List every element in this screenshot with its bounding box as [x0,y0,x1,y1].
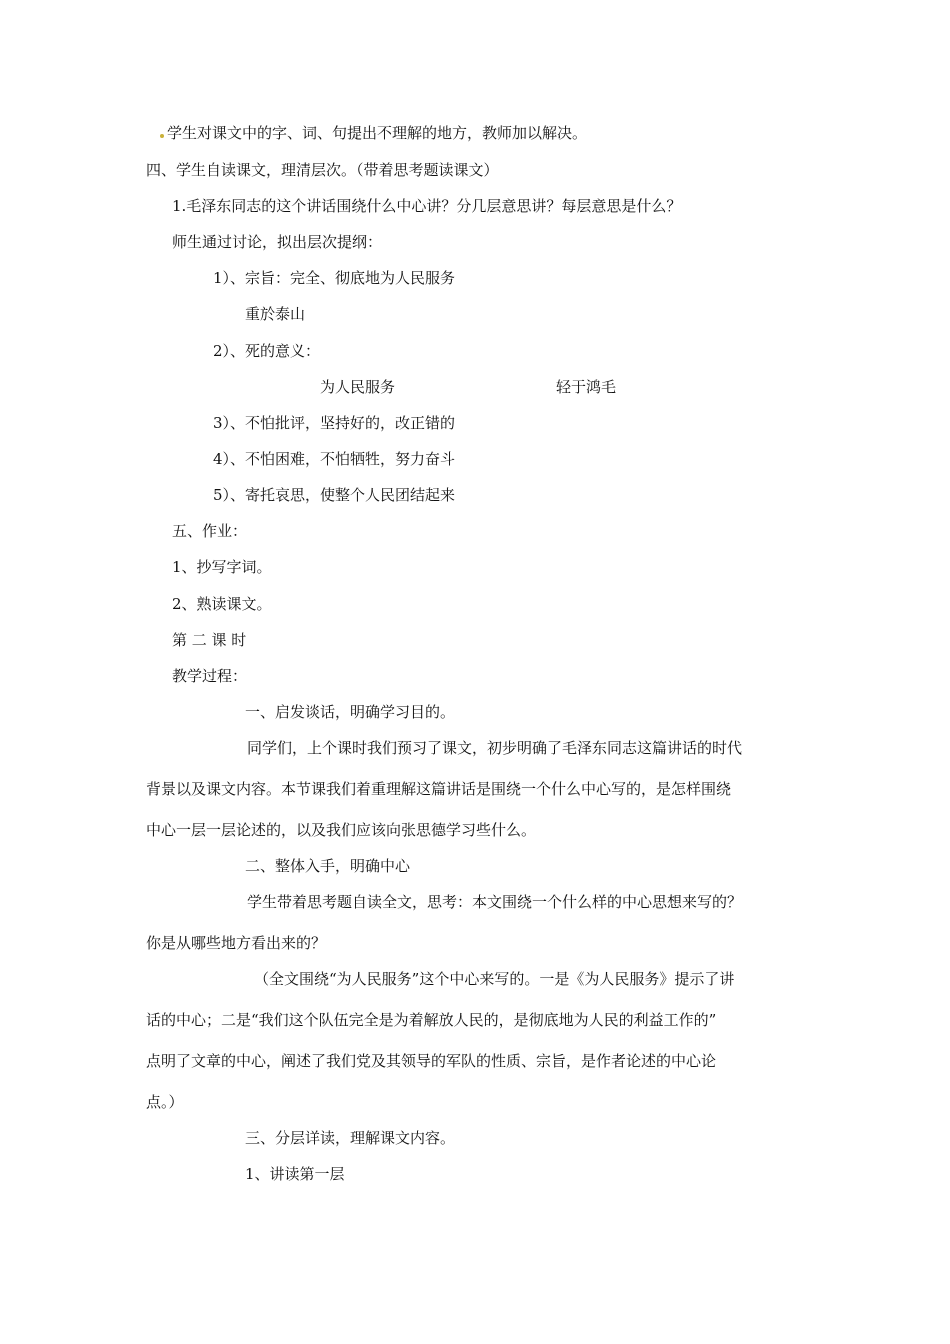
text-line-1: 学生对课文中的字、词、句提出不理解的地方，教师加以解决。 [157,123,587,143]
para-3-line-2: 话的中心；二是“我们这个队伍完全是为着解放人民的，是彻底地为人民的利益工作的” [146,1011,717,1029]
teaching-process-label: 教学过程： [172,667,248,685]
para-3-line-1: （全文围绕“为人民服务”这个中心来写的。一是《为人民服务》提示了讲 [254,970,735,988]
para-2-line-1: 学生带着思考题自读全文，思考：本文围绕一个什么样的中心思想来写的？ [247,893,743,911]
step-heading-1: 一、启发谈话，明确学习目的。 [245,703,456,721]
section-heading-4: 四、学生自读课文，理清层次。（带着思考题读课文） [146,161,499,179]
annotation-mark-icon [160,134,164,138]
outline-sub-heavy: 重於泰山 [245,305,306,323]
outline-item-2: 2）、死的意义： [213,342,321,360]
para-3-line-4: 点。） [146,1093,184,1111]
outline-item-5: 5）、寄托哀思，使整个人民团结起来 [213,486,456,504]
text-line-4: 师生通过讨论，拟出层次提纲： [172,233,383,251]
para-1-line-3: 中心一层一层论述的，以及我们应该向张思德学习些什么。 [146,821,537,839]
step-heading-2: 二、整体入手，明确中心 [245,857,411,875]
outline-item-1: 1）、宗旨：完全、彻底地为人民服务 [213,269,456,287]
para-1-line-2: 背景以及课文内容。本节课我们着重理解这篇讲话是围绕一个什么中心写的，是怎样围绕 [146,780,732,798]
step-3-item-1: 1、讲读第一层 [245,1165,345,1183]
homework-item-2: 2、熟读课文。 [172,595,272,613]
section-heading-5: 五、作业： [172,522,248,540]
step-heading-3: 三、分层详读，理解课文内容。 [245,1129,456,1147]
outline-item-3: 3）、不怕批评，坚持好的，改正错的 [213,414,456,432]
para-2-line-2: 你是从哪些地方看出来的？ [146,934,327,952]
text-line-3: 1.毛泽东同志的这个讲话围绕什么中心讲？分几层意思讲？每层意思是什么？ [172,197,682,215]
outline-sub-light: 轻于鸿毛 [556,378,617,396]
para-1-line-1: 同学们，上个课时我们预习了课文，初步明确了毛泽东同志这篇讲话的时代 [247,739,743,757]
para-3-line-3: 点明了文章的中心，阐述了我们党及其领导的军队的性质、宗旨，是作者论述的中心论 [146,1052,717,1070]
homework-item-1: 1、抄写字词。 [172,558,272,576]
outline-sub-serve: 为人民服务 [320,378,396,396]
lesson-heading: 第 二 课 时 [172,631,247,649]
outline-item-4: 4）、不怕困难，不怕牺牲，努力奋斗 [213,450,456,468]
